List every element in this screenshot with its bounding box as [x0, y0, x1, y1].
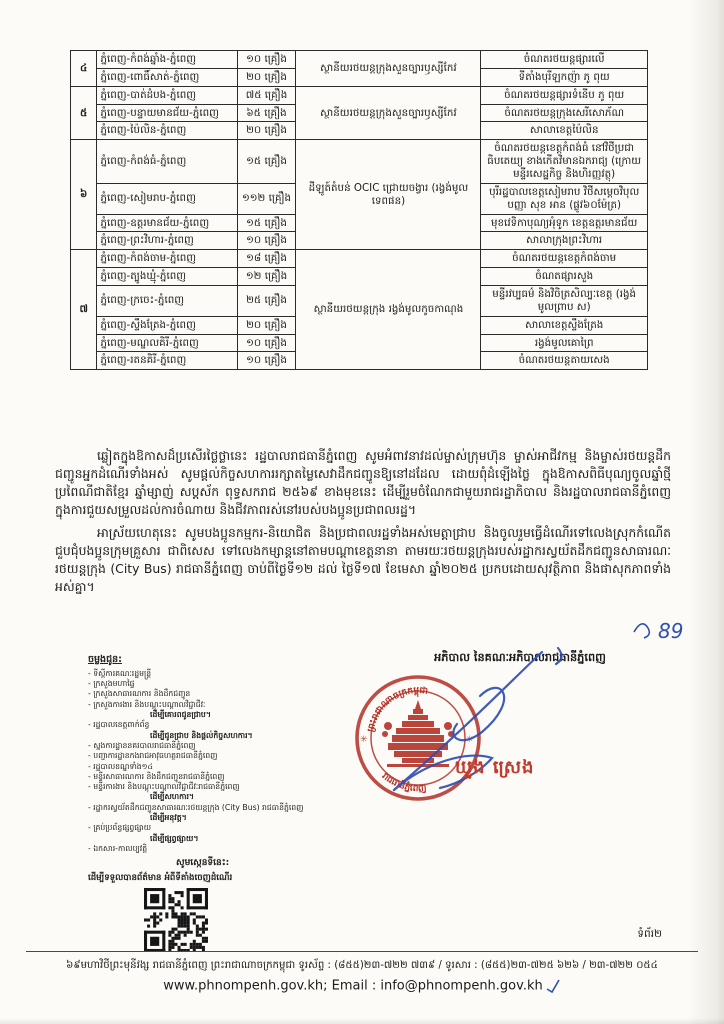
route-row	[71, 86, 648, 104]
destination-cell: សាលាខេត្តប៉ៃលិន	[481, 122, 648, 140]
cc-item-purpose: ដើម្បីសហការ។	[150, 792, 194, 802]
route-cell: ភ្នំពេញ-ត្បូងឃ្មុំ-ភ្នំពេញ	[97, 268, 237, 286]
trips-cell: ២០ គ្រឿង	[237, 316, 296, 334]
cc-item: - រដ្ឋាករស្វយ័តដឹកជញ្ជូនសាធារណៈរថយន្តក្រុង (City Bus) រាជធានីភ្នំពេញ	[88, 802, 304, 812]
route-cell: ភ្នំពេញ-ព្រះវិហារ-ភ្នំពេញ	[97, 232, 237, 250]
trips-cell: ៧៥ គ្រឿង	[237, 86, 296, 104]
station-cell: ស្ថានីយរថយន្តក្រុងសួនច្បារឫស្សីកែវ	[296, 51, 481, 87]
cc-item: - ស្នងការដ្ឋាននគរបាលរាជធានីភ្នំពេញ	[88, 740, 196, 750]
route-cell: ភ្នំពេញ-ក្រចេះ-ភ្នំពេញ	[97, 286, 237, 317]
signatory-title: អភិបាល នៃគណៈអភិបាលរាជធានីភ្នំពេញ	[434, 651, 606, 664]
trips-cell: ១៨ គ្រឿង	[237, 250, 296, 268]
cc-item: - ក្រសួងមហាផ្ទៃ	[88, 679, 135, 689]
trips-cell: ១២ គ្រឿង	[237, 268, 296, 286]
route-cell: ភ្នំពេញ-រតនគិរី-ភ្នំពេញ	[97, 352, 237, 370]
route-row	[71, 140, 648, 184]
cc-items	[88, 669, 340, 855]
official-stamp	[352, 672, 484, 804]
station-cell: ស្ថានីយរថយន្តក្រុង រង្វង់មូលកូចកាណុង	[296, 250, 481, 370]
group-number-cell: ៧	[71, 250, 97, 370]
route-cell: ភ្នំពេញ-កំពង់ធំ-ភ្នំពេញ	[97, 140, 237, 184]
stamp-text-top: ព្រះរាជាណាចក្រកម្ពុជា	[366, 685, 429, 734]
pen-check-icon	[545, 978, 561, 994]
route-cell: ភ្នំពេញ-ប៉ៃលិន-ភ្នំពេញ	[97, 122, 237, 140]
destination-cell: ទីតាំងបុរីឡកញ៉ា ភូ ពុយ	[481, 68, 648, 86]
paragraph-appeal: ឆ្លៀតក្នុងឱកាសដ៏ប្រសើរថ្លៃថ្លានេះ រដ្ឋបាលរាជធានីភ្នំពេញ សូមអំពាវនាវដល់ម្ចាស់ក្រុមហ៊ុន ម្ចាស់អាជីវកម្ម និងម្ចាស់រថយន្តដឹកជញ្ជូនអ្នកដំណើរទាំងអស់ សូមផ្តល់កិច្ចសហការរក្សាតម្លៃសេវាដឹកជញ្ជូនឱ្យនៅដដែល ដោយពុំដំឡើងថ្លៃ ក្នុងឱកាសពិធីបុណ្យចូលឆ្នាំថ្មី ប្រពៃណីជាតិខ្មែរ ឆ្នាំម្សាញ់ សប្តស័ក ពុទ្ធសករាជ ២៥៦៩ ខាងមុខនេះ ដើម្បីរួមចំណែកជាមួយរាជរដ្ឋាភិបាល និងរដ្ឋបាលរាជធានីភ្នំពេញ ក្នុងការជួយសម្រួលដល់ការចំណាយ និងជីវភាពរស់នៅរបស់បងប្អូនប្រជាពលរដ្ឋ។	[55, 448, 671, 517]
destination-cell: ចំណតរថយន្តតាយសេង	[481, 352, 648, 370]
bus-route-table	[70, 50, 648, 370]
destination-cell: ចំណតរថយន្តផ្សារទំនើប ភូ ពុយ	[481, 86, 648, 104]
trips-cell: ២០ គ្រឿង	[237, 68, 296, 86]
route-cell: ភ្នំពេញ-ស្ទឹងត្រែង-ភ្នំពេញ	[97, 316, 237, 334]
destination-cell: ចំណតរថយន្តក្រុងសេរីសោភ័ណ	[481, 104, 648, 122]
footer-address: ៦៩មហាវិថីព្រះមុនីវង្ស រាជធានីភ្នំពេញ ព្រះរាជាណាចក្រកម្ពុជា ទូរស័ព្ទ : (៨៥៥)២៣-៧២២ ៧៣៩ / ទូរសារ : (៨៥៥)២៣-៧២៥ ៦២៦ / ២៣-៧២២ ០៥៤	[66, 960, 658, 971]
trips-cell: ២៥ គ្រឿង	[237, 286, 296, 317]
destination-cell: បុរីរដ្ឋបាលខេត្តសៀមរាប វិថីសម្តេចវិបុលបញ្ញា សុខ អាន (ផ្លូវ៦០ម៉ែត្រ)	[481, 183, 648, 214]
cc-item: - មន្ទីរសាធារណការ និងដឹកជញ្ជូនរាជធានីភ្នំពេញ	[88, 771, 225, 781]
svg-text:✳: ✳	[466, 735, 474, 745]
trips-cell: ១០ គ្រឿង	[237, 352, 296, 370]
cc-item: - ក្រសួងសាធារណការ និងដឹកជញ្ជូន	[88, 689, 191, 699]
trips-cell: ១៥ គ្រឿង	[237, 214, 296, 232]
destination-cell: សាលាក្រុងព្រះវិហារ	[481, 232, 648, 250]
route-cell: ភ្នំពេញ-បន្ទាយមានជ័យ-ភ្នំពេញ	[97, 104, 237, 122]
destination-cell: រង្វង់មូលគោព្រៃ	[481, 334, 648, 352]
destination-cell: សាលាខេត្តស្ទឹងត្រែង	[481, 316, 648, 334]
handwritten-mark	[630, 612, 700, 646]
bus-route-table-body	[71, 51, 648, 370]
handwritten-number: 89	[658, 619, 684, 643]
scan-prompt: សូមស្កេនទីនេះ:	[176, 858, 230, 869]
qr-code	[144, 888, 208, 952]
route-cell: ភ្នំពេញ-មណ្ឌលគិរី-ភ្នំពេញ	[97, 334, 237, 352]
route-row	[71, 51, 648, 69]
paragraph-invitation: អាស្រ័យហេតុនេះ សូមបងប្អូនកម្មករ-និយោជិត និងប្រជាពលរដ្ឋទាំងអស់មេត្តាជ្រាប និងចូលរួមធ្វើដំណើរទៅលេងស្រុកកំណើត ជួបជុំបងប្អូនក្រុមគ្រួសារ ជាពិសេស ទៅលេងកម្សាន្តនៅតាមបណ្តាខេត្តនានា តាមរយៈរថយន្តក្រុងរបស់រដ្ឋាករស្វយ័តដឹកជញ្ជូនសាធារណៈរថយន្តក្រុង (City Bus) រាជធានីភ្នំពេញ ចាប់ពីថ្ងៃទី១២ ដល់ ថ្ងៃទី១៧ ខែមេសា ឆ្នាំ២០២៥ ប្រកបដោយសុវត្ថិភាព និងផាសុកភាពទាំងអស់គ្នា។	[55, 525, 671, 595]
cc-item-purpose: ដើម្បីអនុវត្ត។	[150, 813, 187, 823]
svg-text:✳: ✳	[360, 735, 368, 745]
cc-item: - រដ្ឋបាលខេត្តពាក់ព័ន្ធ	[88, 720, 150, 730]
trips-cell: ១០ គ្រឿង	[237, 232, 296, 250]
route-row	[71, 250, 648, 268]
destination-cell: ចំណតរថយន្តផ្សារលើ	[481, 51, 648, 69]
stamp-text-bottom: រាជធានីភ្នំពេញ	[379, 771, 427, 795]
destination-cell: មុខវេទិកាបុណ្យអុំទូក ខេត្តឧត្តរមានជ័យ	[481, 214, 648, 232]
cc-item-purpose: ដើម្បីគោរពជូនជ្រាប។	[150, 709, 211, 719]
group-number-cell: ៥	[71, 86, 97, 140]
destination-cell: ចំណតផ្សារសួង	[481, 268, 648, 286]
trips-cell: ១១២ គ្រឿង	[237, 183, 296, 214]
cc-item: - ឯកសារ-កាលប្បវត្តិ	[88, 844, 148, 854]
group-number-cell: ៦	[71, 140, 97, 250]
group-number-cell: ៤	[71, 51, 97, 87]
route-cell: ភ្នំពេញ-ឧត្តរមានជ័យ-ភ្នំពេញ	[97, 214, 237, 232]
route-cell: ភ្នំពេញ-ពោធិ៍សាត់-ភ្នំពេញ	[97, 68, 237, 86]
cc-item: - បញ្ជាការដ្ឋានកងរាជអាវុធហត្ថរាជធានីភ្នំពេញ	[88, 751, 218, 761]
cc-item: - រដ្ឋបាលខណ្ឌទាំង១៤	[88, 761, 153, 771]
footer-divider	[26, 951, 698, 952]
footer-web-email-text: www.phnompenh.gov.kh; Email : info@phnompenh.gov.kh	[163, 978, 543, 994]
cc-item: - មន្ទីរការងារ និងបណ្តុះបណ្តាលវិជ្ជាជីវៈរាជធានីភ្នំពេញ	[88, 782, 240, 792]
route-cell: ភ្នំពេញ-សៀមរាប-ភ្នំពេញ	[97, 183, 237, 214]
trips-cell: ១៥ គ្រឿង	[237, 140, 296, 184]
scan-info: ដើម្បីទទួលបានព័ត៌មាន អំពីទីតាំងចេញដំណើរ	[88, 873, 233, 884]
station-cell: ដីឡូត៍តំបន់ OCIC ជ្រោយចង្វារ (រង្វង់មូលទេពផន)	[296, 140, 481, 250]
route-cell: ភ្នំពេញ-កំពង់ឆ្នាំង-ភ្នំពេញ	[97, 51, 237, 69]
destination-cell: ចំណតរថយន្តខេត្តកំពង់ធំ នៅវិថីប្រជាធិបតេយ្យ ខាងកើតវិមានឯករាជ្យ (ក្រោយមន្ទីរសេដ្ឋកិច្ច និងហិរញ្ញវត្ថុ)	[481, 140, 648, 184]
cc-item-purpose: ដើម្បីផ្សព្វផ្សាយ។	[150, 833, 199, 843]
body-text	[55, 447, 671, 602]
destination-cell: ចំណតរថយន្តខេត្តកំពង់ចាម	[481, 250, 648, 268]
cc-list	[88, 654, 340, 952]
cc-item-purpose: ដើម្បីជូនជ្រាប និងផ្តល់កិច្ចសហការ។	[150, 730, 253, 740]
cc-item: - ទីស្តីការគណៈរដ្ឋមន្ត្រី	[88, 668, 152, 678]
cc-item: - ក្រសួងការងារ និងបណ្តុះបណ្តាលវិជ្ជាជីវៈ	[88, 699, 206, 709]
station-cell: ស្ថានីយរថយន្តក្រុងសួនច្បារឫស្សីកែវ	[296, 86, 481, 140]
cc-label: ចម្លងជូន:	[88, 654, 122, 665]
destination-cell: មន្ទីរវប្បធម៌ និងវិចិត្រសិល្បៈខេត្ត (រង្វង់មូលព្រាប ស)	[481, 286, 648, 317]
trips-cell: ២០ គ្រឿង	[237, 122, 296, 140]
footer-web-email	[0, 978, 724, 994]
trips-cell: ១០ គ្រឿង	[237, 334, 296, 352]
signatory-name: ឃួង ស្រេង	[455, 757, 535, 778]
trips-cell: ៦៥ គ្រឿង	[237, 104, 296, 122]
page-number: ទំព័រ២	[637, 928, 662, 940]
route-cell: ភ្នំពេញ-កំពង់ចាម-ភ្នំពេញ	[97, 250, 237, 268]
trips-cell: ១០ គ្រឿង	[237, 51, 296, 69]
route-cell: ភ្នំពេញ-បាត់ដំបង-ភ្នំពេញ	[97, 86, 237, 104]
cc-item: - គ្រប់ប្រព័ន្ធផ្សព្វផ្សាយ	[88, 823, 152, 833]
